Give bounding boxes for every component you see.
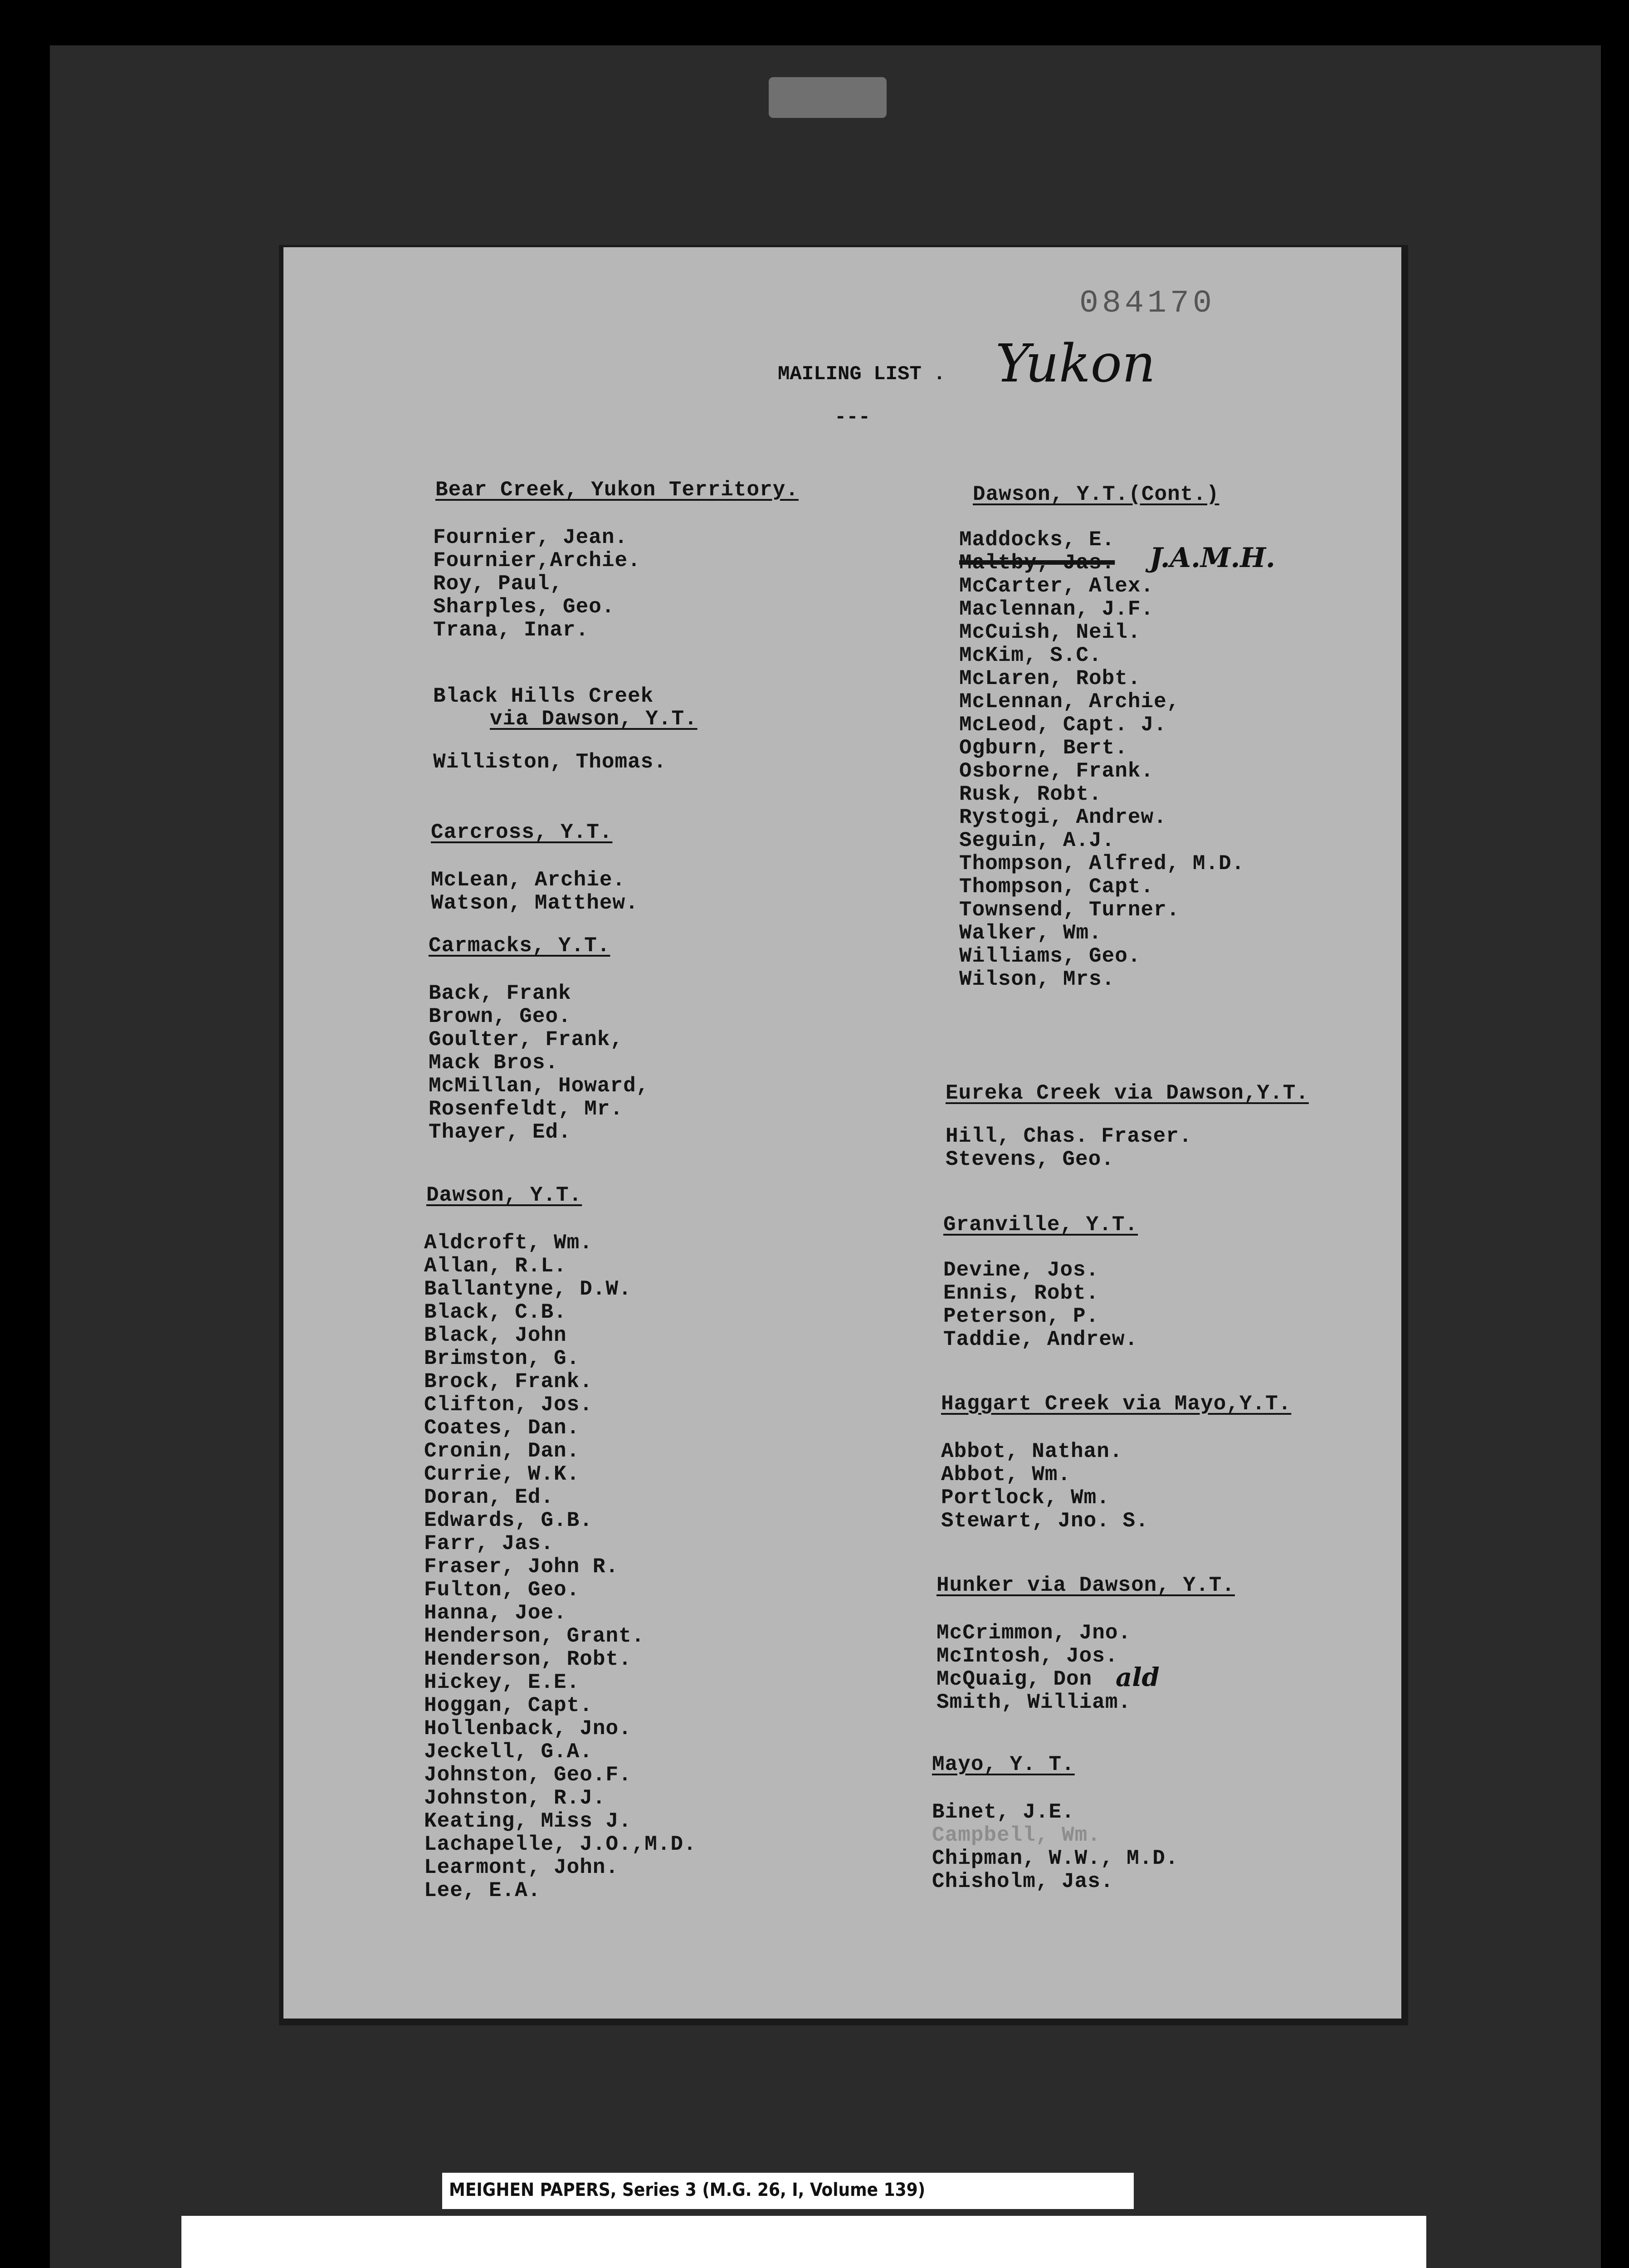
- list-item: Chipman, W.W., M.D.: [932, 1847, 1179, 1870]
- list-black-hills: [433, 751, 667, 774]
- reference-collection: MEIGHEN PAPERS,: [449, 2180, 617, 2200]
- list-item: Keating, Miss J.: [424, 1809, 632, 1833]
- list-item: Farr, Jas.: [424, 1532, 554, 1555]
- list-item: Lachapelle, J.O.,M.D.: [424, 1833, 697, 1856]
- list-carcross: [431, 869, 639, 915]
- list-item: Maddocks, E.: [959, 528, 1115, 552]
- list-item: Abbot, Nathan.: [941, 1440, 1123, 1463]
- list-item: Allan, R.L.: [424, 1254, 567, 1278]
- list-item: Hollenback, Jno.: [424, 1717, 632, 1740]
- list-item: Hoggan, Capt.: [424, 1694, 593, 1717]
- list-item: Thompson, Alfred, M.D.: [959, 852, 1245, 875]
- title-dashes: ---: [834, 406, 871, 429]
- list-bear-creek: [433, 526, 641, 642]
- list-item: Johnston, R.J.: [424, 1786, 606, 1810]
- list-hunker: [936, 1622, 1131, 1714]
- list-item: Johnston, Geo.F.: [424, 1763, 632, 1787]
- list-item: Townsend, Turner.: [959, 898, 1180, 922]
- heading-black-hills-line2: via Dawson, Y.T.: [490, 707, 697, 731]
- list-item: Roy, Paul,: [433, 572, 563, 596]
- holder-clip: [769, 77, 887, 118]
- list-granville: [943, 1259, 1138, 1351]
- list-item: Aldcroft, Wm.: [424, 1231, 593, 1255]
- title-separator: .: [933, 363, 946, 386]
- list-item: Jeckell, G.A.: [424, 1740, 593, 1764]
- list-item: Williston, Thomas.: [433, 750, 667, 774]
- list-item: Walker, Wm.: [959, 921, 1102, 945]
- heading-mayo: Mayo, Y. T.: [932, 1753, 1075, 1776]
- list-item: Thompson, Capt.: [959, 875, 1154, 899]
- list-item: Watson, Matthew.: [431, 891, 639, 915]
- list-dawson: [424, 1232, 697, 1902]
- list-mayo: [932, 1801, 1179, 1893]
- list-item: Brown, Geo.: [429, 1005, 571, 1028]
- list-item: Edwards, G.B.: [424, 1509, 593, 1532]
- list-item: McCuish, Neil.: [959, 621, 1141, 644]
- list-item: Lee, E.A.: [424, 1879, 541, 1902]
- document-number: 084170: [1079, 286, 1216, 322]
- archive-reference-text: [449, 2180, 925, 2200]
- list-item: Black, C.B.: [424, 1300, 567, 1324]
- list-item: Trana, Inar.: [433, 618, 589, 642]
- list-carmacks: [429, 982, 649, 1144]
- list-item: Coates, Dan.: [424, 1416, 580, 1440]
- list-item: Ennis, Robt.: [943, 1281, 1099, 1305]
- list-item: McLaren, Robt.: [959, 667, 1141, 690]
- list-haggart-creek: [941, 1440, 1149, 1533]
- list-item: McLean, Archie.: [431, 868, 626, 892]
- list-item: Stevens, Geo.: [946, 1148, 1114, 1171]
- list-item: Abbot, Wm.: [941, 1463, 1071, 1486]
- list-item: McCrimmon, Jno.: [936, 1621, 1132, 1645]
- list-item: Learmont, John.: [424, 1856, 619, 1879]
- list-item: Sharples, Geo.: [433, 595, 615, 619]
- heading-carcross: Carcross, Y.T.: [431, 821, 613, 844]
- maltby-struck-name: Maltby, Jas.: [959, 551, 1115, 575]
- mcquaig-typed: McQuaig, Don: [936, 1667, 1093, 1691]
- list-item: Stewart, Jno. S.: [941, 1509, 1149, 1533]
- list-item: Black, John: [424, 1324, 567, 1347]
- list-item: Ogburn, Bert.: [959, 736, 1128, 760]
- list-item: Smith, William.: [936, 1691, 1132, 1714]
- list-item: Fournier,Archie.: [433, 549, 641, 572]
- list-item: Hill, Chas. Fraser.: [946, 1124, 1192, 1148]
- list-item: Cronin, Dan.: [424, 1439, 580, 1463]
- heading-haggart-creek: Haggart Creek via Mayo,Y.T.: [941, 1392, 1292, 1416]
- list-item: McCarter, Alex.: [959, 574, 1154, 598]
- list-item: Devine, Jos.: [943, 1258, 1099, 1282]
- list-item: Rystogi, Andrew.: [959, 806, 1167, 829]
- handwritten-yukon: Yukon: [995, 333, 1156, 394]
- heading-hunker: Hunker via Dawson, Y.T.: [936, 1574, 1235, 1597]
- list-item: Brimston, G.: [424, 1347, 580, 1370]
- list-item: Rusk, Robt.: [959, 782, 1102, 806]
- list-eureka-creek: [946, 1125, 1192, 1171]
- list-item: McMillan, Howard,: [429, 1074, 649, 1098]
- list-item: Back, Frank: [429, 982, 571, 1005]
- mailing-list-sheet: [283, 247, 1401, 2019]
- list-item: Seguin, A.J.: [959, 829, 1115, 852]
- list-item: Doran, Ed.: [424, 1486, 554, 1509]
- heading-black-hills-line1: Black Hills Creek: [433, 684, 654, 708]
- list-item: Fulton, Geo.: [424, 1578, 580, 1602]
- list-item: Goulter, Frank,: [429, 1028, 624, 1051]
- page-title: [778, 363, 946, 386]
- list-item: Peterson, P.: [943, 1305, 1099, 1328]
- list-item: Hanna, Joe.: [424, 1601, 567, 1625]
- archive-reference-label: [442, 2173, 1134, 2209]
- archive-card: [181, 2216, 1426, 2268]
- list-item: McIntosh, Jos.: [936, 1644, 1118, 1668]
- list-item: Thayer, Ed.: [429, 1120, 571, 1144]
- list-item: Henderson, Grant.: [424, 1624, 645, 1648]
- list-item: McLeod, Capt. J.: [959, 713, 1167, 737]
- list-item: McKim, S.C.: [959, 644, 1102, 667]
- heading-bear-creek: Bear Creek, Yukon Territory.: [435, 478, 799, 502]
- title-text: MAILING LIST: [778, 363, 922, 386]
- list-item: Binet, J.E.: [932, 1800, 1075, 1824]
- reference-details: Series 3 (M.G. 26, I, Volume 139): [616, 2180, 926, 2200]
- handwritten-jamh: J.A.M.H.: [1150, 542, 1275, 574]
- list-item: Henderson, Robt.: [424, 1647, 632, 1671]
- list-item: Currie, W.K.: [424, 1462, 580, 1486]
- list-item: Portlock, Wm.: [941, 1486, 1110, 1510]
- list-item: Clifton, Jos.: [424, 1393, 593, 1417]
- heading-eureka-creek: Eureka Creek via Dawson,Y.T.: [946, 1081, 1309, 1105]
- list-item: Wilson, Mrs.: [959, 968, 1115, 991]
- list-item: Campbell, Wm.: [932, 1823, 1101, 1847]
- list-item: Fournier, Jean.: [433, 526, 628, 549]
- heading-dawson: Dawson, Y.T.: [426, 1183, 582, 1207]
- list-item-mcquaig: [936, 1668, 1131, 1691]
- handwritten-donald-suffix: ald: [1116, 1662, 1160, 1692]
- heading-granville: Granville, Y.T.: [943, 1213, 1138, 1237]
- list-item: Ballantyne, D.W.: [424, 1277, 632, 1301]
- list-item: Mack Bros.: [429, 1051, 559, 1075]
- list-item: Fraser, John R.: [424, 1555, 619, 1579]
- list-item: Maclennan, J.F.: [959, 597, 1154, 621]
- heading-dawson-cont: Dawson, Y.T.(Cont.): [973, 483, 1219, 506]
- list-item: McLennan, Archie,: [959, 690, 1180, 714]
- list-item: Rosenfeldt, Mr.: [429, 1097, 624, 1121]
- list-item: Hickey, E.E.: [424, 1671, 580, 1694]
- heading-carmacks: Carmacks, Y.T.: [429, 934, 610, 958]
- list-item: Taddie, Andrew.: [943, 1328, 1138, 1351]
- list-item: Williams, Geo.: [959, 944, 1141, 968]
- list-dawson-cont: [959, 528, 1244, 991]
- list-item: Brock, Frank.: [424, 1370, 593, 1393]
- list-item: Chisholm, Jas.: [932, 1870, 1114, 1893]
- list-item: Osborne, Frank.: [959, 759, 1154, 783]
